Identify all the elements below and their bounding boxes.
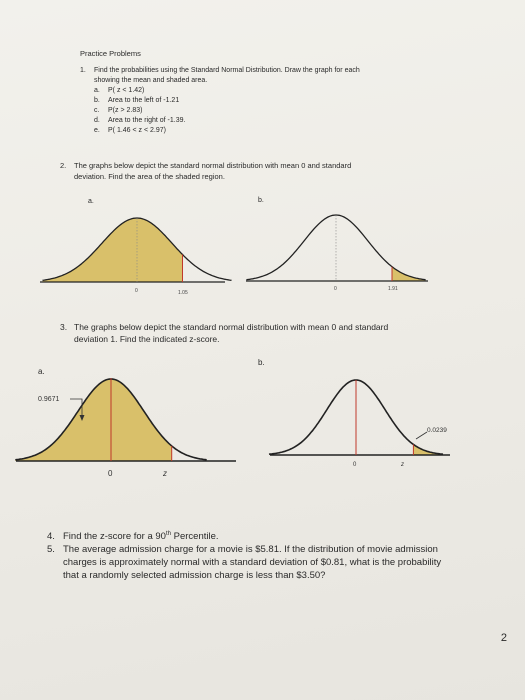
- graph-2b-tick-value: 1.91: [388, 286, 398, 292]
- question-5-number: 5.: [47, 544, 55, 556]
- question-3-line2: deviation 1. Find the indicated z-score.: [74, 334, 220, 344]
- question-4: 4. Find the z-score for a 90th Percentile.: [47, 531, 219, 543]
- graph-3a-tick-z: z: [163, 469, 167, 478]
- area-pointer-3b: [416, 432, 427, 439]
- question-1-line2: showing the mean and shaded area.: [94, 77, 208, 84]
- questions-4-5: [47, 528, 441, 582]
- question-2-line2: deviation. Find the area of the shaded region.: [74, 172, 225, 181]
- question-5-line2: charges is approximately normal with a standard deviation of $0.81, what is the probability: [63, 557, 442, 569]
- page-number: 2: [500, 632, 507, 644]
- page-title: Practice Problems: [80, 49, 141, 58]
- graph-3a-area-label: 0.9671: [38, 396, 60, 403]
- question-1-text: Find the probabilities using the Standard Normal Distribution. Draw the graph for each: [94, 67, 360, 74]
- graph-2b-tick-mean: 0: [334, 286, 337, 292]
- question-1-item-e: e. P( 1.46 < z < 2.97): [94, 127, 166, 134]
- question-1-item-d: d. Area to the right of -1.39.: [94, 117, 186, 124]
- question-2-line1: 2. The graphs below depict the standard normal distribution with mean 0 and standard: [60, 161, 352, 170]
- question-1-item-a: a. P( z < 1.42): [94, 87, 145, 94]
- question-4-number: 4.: [47, 531, 55, 543]
- graph-2a-tick-mean: 0: [135, 288, 138, 294]
- graph-3a-label: a.: [38, 367, 45, 376]
- graph-2b-label: b.: [258, 197, 264, 204]
- graph-2a-label: a.: [88, 198, 94, 205]
- question-1-item-c: c. P(z > 2.83): [94, 107, 143, 114]
- question-1-item-b: b. Area to the left of -1.21: [94, 97, 180, 104]
- question-1-number: 1.: [80, 67, 86, 74]
- graph-3a-tick-mean: 0: [108, 469, 113, 478]
- question-3-line1: 3. The graphs below depict the standard normal distribution with mean 0 and standard: [60, 322, 389, 332]
- question-2-number: 2.: [60, 161, 67, 170]
- graph-3b-area-label: 0.0239: [427, 427, 447, 434]
- question-5-line1: 5. The average admission charge for a movie is $5.81. If the distribution of movie admission: [47, 544, 438, 556]
- graph-3b-label: b.: [258, 358, 265, 367]
- graph-3b-tick-z: z: [401, 462, 404, 468]
- question-5-line3: that a randomly selected admission charge is less than $3.50?: [63, 570, 326, 582]
- question-3-number: 3.: [60, 322, 68, 332]
- graph-3b-tick-mean: 0: [353, 462, 357, 468]
- graph-2a-tick-value: 1.05: [178, 290, 188, 296]
